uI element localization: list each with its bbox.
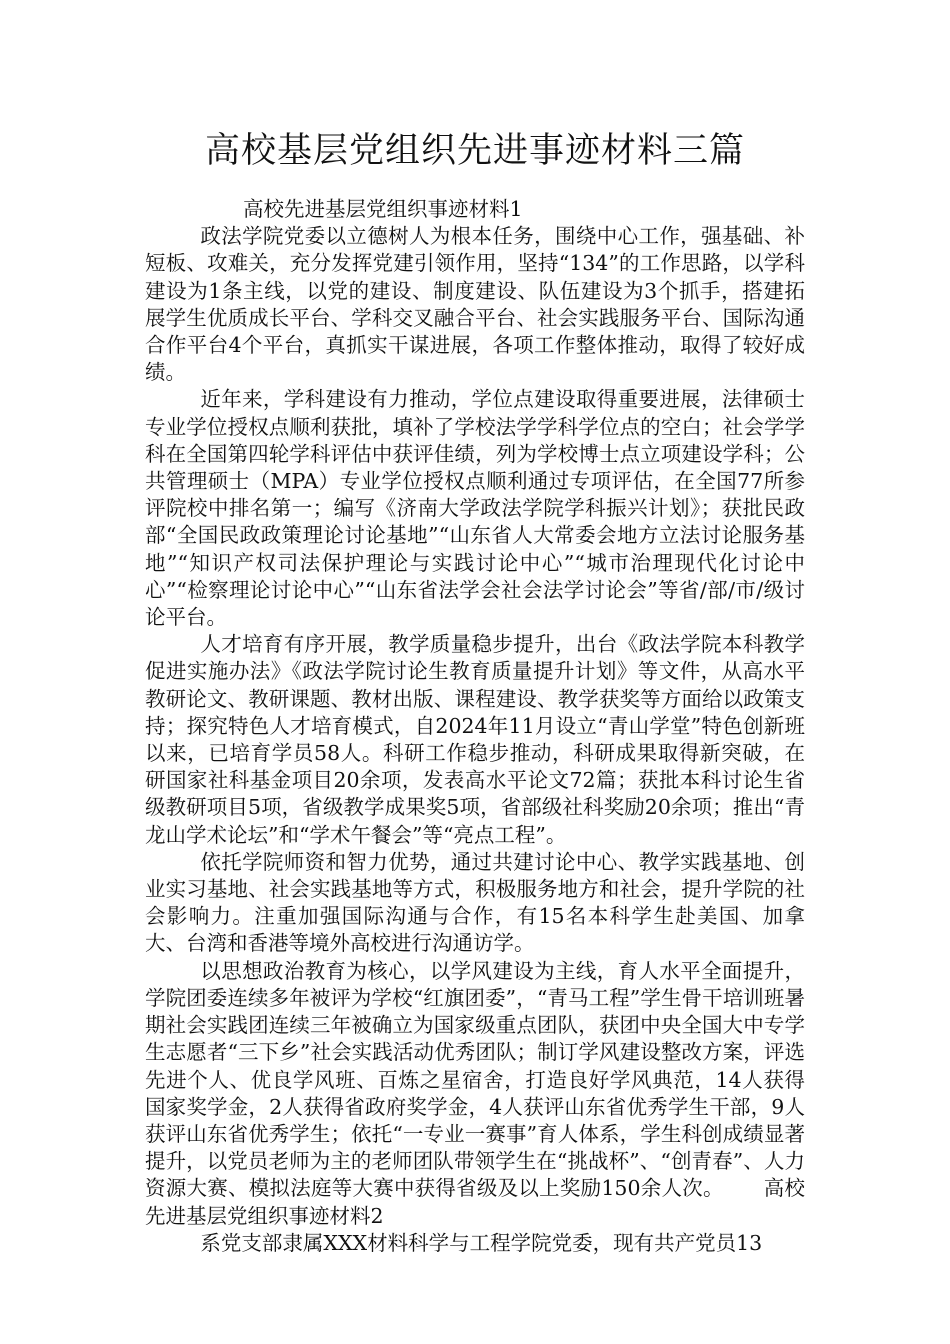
body-paragraph: 政法学院党委以立德树人为根本任务，围绕中心工作，强基础、补短板、攻难关，充分发挥党建引领作用，坚持“134”的工作思路，以学科建设为1条主线，以党的建设、制度建设、队伍建设为3个抓手，搭建拓展学生优质成长平台、学科交叉融合平台、社会实践服务平台、国际沟通合作平台4个平台，真抓实干谋进展，各项工作整体推动，取得了较好成绩。 (145, 224, 805, 385)
body-paragraph: 依托学院师资和智力优势，通过共建讨论中心、教学实践基地、创业实习基地、社会实践基地等方式，积极服务地方和社会，提升学院的社会影响力。注重加强国际沟通与合作，有15名本科学生赴美国、加拿大、台湾和香港等境外高校进行沟通访学。 (145, 849, 805, 956)
section-heading: 高校先进基层党组织事迹材料2 (145, 1176, 805, 1228)
section-heading: 高校先进基层党组织事迹材料1 (243, 197, 523, 221)
document-body (145, 196, 805, 1257)
body-paragraph: 系党支部隶属XXX材料科学与工程学院党委，现有共产党员13 (200, 1230, 763, 1255)
document-title: 高校基层党组织先进事迹材料三篇 (204, 131, 745, 171)
body-paragraph (145, 958, 805, 1230)
body-paragraph: 人才培育有序开展，教学质量稳步提升，出台《政法学院本科教学促进实施办法》《政法学院讨论生教育质量提升计划》等文件，从高水平教研论文、教研课题、教材出版、课程建设、教学获奖等方面给以政策支持；探究特色人才培育模式，自2024年11月设立“青山学堂”特色创新班以来，已培育学员58人。科研工作稳步推动，科研成果取得新突破，在研国家社科基金项目20余项，发表高水平论文72篇；获批本科讨论生省级教研项目5项，省级教学成果奖5项，省部级社科奖励20余项；推出“青龙山学术论坛”和“学术午餐会”等“亮点工程”。 (145, 632, 805, 847)
body-paragraph-text: 以思想政治教育为核心，以学风建设为主线，育人水平全面提升，学院团委连续多年被评为学校“红旗团委”，“青马工程”学生骨干培训班暑期社会实践团连续三年被确立为国家级重点团队，获团中央全国大中专学生志愿者“三下乡”社会实践活动优秀团队；制订学风建设整改方案，评选先进个人、优良学风班、百炼之星宿舍，打造良好学风典范，14人获得国家奖学金，2人获得省政府奖学金，4人获评山东省优秀学生干部，9人获评山东省优秀学生；依托“一专业一赛事”育人体系，学生科创成绩显著提升，以党员老师为主的老师团队带领学生在“挑战杯”、“创青春”、人力资源大赛、模拟法庭等大赛中获得省级及以上奖励150余人次。 (145, 958, 805, 1201)
body-paragraph: 近年来，学科建设有力推动，学位点建设取得重要进展，法律硕士专业学位授权点顺利获批，填补了学校法学学科学位点的空白；社会学学科在全国第四轮学科评估中获评佳绩，列为学校博士点立项建设学科；公共管理硕士（MPA）专业学位授权点顺利通过专项评估，在全国77所参评院校中排名第一；编写《济南大学政法学院学科振兴计划》；获批民政部“全国民政政策理论讨论基地”“山东省人大常委会地方立法讨论服务基地”“知识产权司法保护理论与实践讨论中心”“城市治理现代化讨论中心”“检察理论讨论中心”“山东省法学会社会法学讨论会”等省/部/市/级讨论平台。 (145, 387, 805, 630)
